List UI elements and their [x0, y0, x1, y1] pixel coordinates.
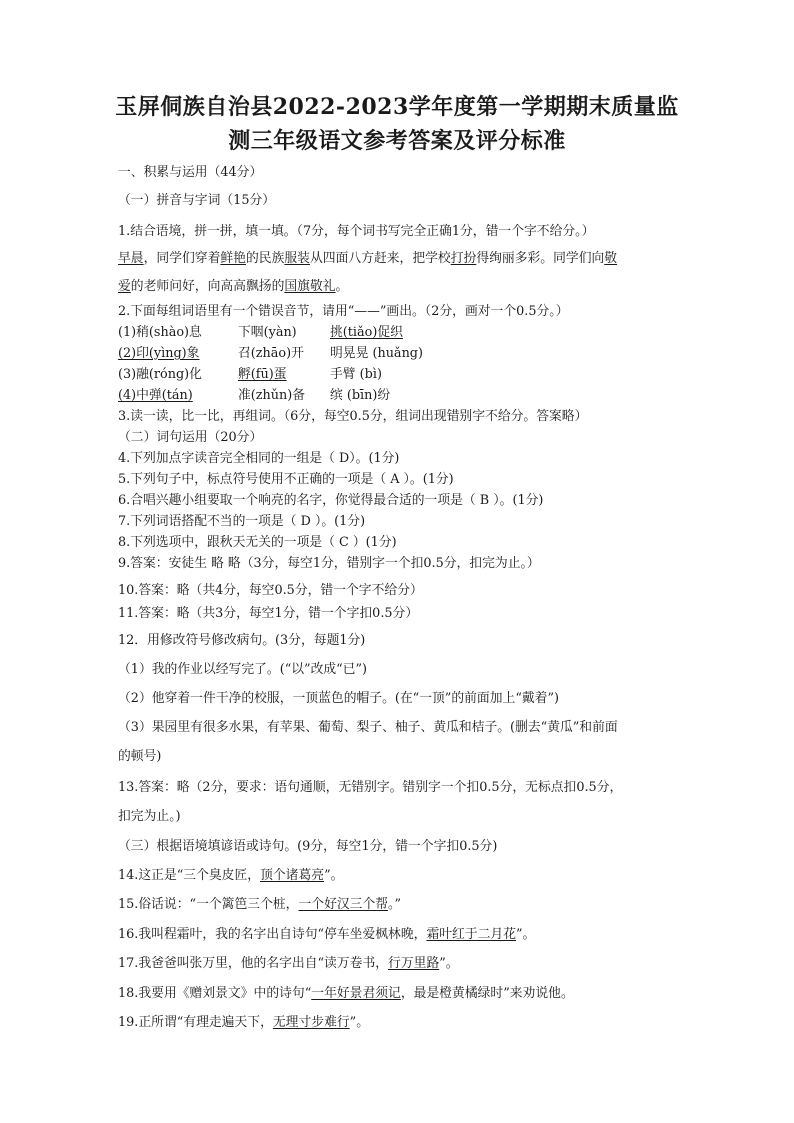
- pinyin-row: [118, 387, 390, 405]
- question-text: ”。: [324, 868, 344, 883]
- question-text: 。”: [388, 897, 401, 912]
- question-7: 7.下列词语搭配不当的一项是（ D ）。(1分): [118, 514, 366, 529]
- answer-word: 敬: [604, 251, 618, 266]
- question-text: 18.我要用《赠刘景文》中的诗句“: [118, 986, 312, 1001]
- passage-text: ，同学们穿着: [143, 251, 221, 266]
- question-12: 12．用修改符号修改病句。(3分，每题1分): [118, 633, 366, 648]
- question-12-item: （1）我的作业以经写完了。(“以”改成“已”): [118, 662, 368, 677]
- question-14: [118, 867, 343, 885]
- passage-text: 的老师问好，向高高飘扬的: [130, 279, 285, 294]
- pinyin-item: 缤 (bīn)纷: [330, 388, 391, 403]
- question-text: ”。: [439, 956, 459, 971]
- part-heading: （三）根据语境填谚语或诗句。(9分，每空1分，错一个字扣0.5分): [118, 839, 498, 854]
- pinyin-item: 准(zhǔn)备: [238, 388, 306, 403]
- pinyin-item: 下咽(yàn): [238, 325, 297, 340]
- answer-text: 霜叶红于二月花: [426, 927, 517, 942]
- pinyin-item: (1)稍(shào)息: [118, 325, 202, 340]
- answer-word: 国旗敬礼: [284, 279, 336, 294]
- question-12-item: （2）他穿着一件干净的校服，一顶蓝色的帽子。(在“一顶”的前面加上“戴着”): [118, 691, 559, 706]
- question-text: 16.我叫程霜叶，我的名字出自诗句“停车坐爱枫林晚，: [118, 927, 427, 942]
- question-2: 2.下面每组词语里有一个错误音节，请用“——”画出。（2分，画对一个0.5分。）: [118, 304, 569, 319]
- answer-word: 爱: [118, 279, 131, 294]
- question-text: 17.我爸爸叫张万里，他的名字出自“读万卷书，: [118, 956, 389, 971]
- answer-text: 顶个诸葛亮: [260, 868, 325, 883]
- pinyin-item: (2)印(yìng)象: [118, 346, 200, 361]
- pinyin-row: [118, 324, 403, 342]
- answer-text: 无理寸步难行: [272, 1015, 350, 1030]
- question-4: 4.下列加点字读音完全相同的一组是（ D）。(1分): [118, 451, 400, 466]
- question-12-item-cont: 的顿号): [118, 749, 162, 764]
- question-19: [118, 1014, 369, 1032]
- question-8: 8.下列选项中，跟秋天无关的一项是（ C ）(1分): [118, 535, 397, 550]
- pinyin-item: 召(zhāo)开: [238, 346, 304, 361]
- question-text: ”。: [349, 1015, 369, 1030]
- pinyin-item: 挑(tiǎo)促织: [330, 325, 403, 340]
- question-1-answer-line: [118, 278, 348, 296]
- answer-word: 早晨: [118, 251, 144, 266]
- question-text: ，最是橙黄橘绿时”来劝说他。: [400, 986, 574, 1001]
- passage-text: 得绚丽多彩。同学们向: [476, 251, 605, 266]
- question-11: 11.答案：略（共3分，每空1分，错一个字扣0.5分）: [118, 606, 419, 621]
- answer-text: 一个好汉三个帮: [298, 897, 389, 912]
- part-heading: （一）拼音与字词（15分）: [118, 193, 276, 208]
- question-text: 15.俗话说：“一个篱笆三个桩，: [118, 897, 299, 912]
- question-16: [118, 926, 535, 944]
- question-text: 19.正所谓“有理走遍天下，: [118, 1015, 273, 1030]
- answer-text: 行万里路: [388, 956, 440, 971]
- answer-word: 鲜艳: [220, 251, 246, 266]
- question-1: 1.结合语境，拼一拼，填一填。（7分，每个词书写完全正确1分，错一个字不给分。）: [118, 224, 595, 239]
- pinyin-item: 明晃晃 (huǎng): [330, 346, 423, 361]
- question-6: 6.合唱兴趣小组要取一个响亮的名字，你觉得最合适的一项是（ B ）。(1分): [118, 493, 544, 508]
- pinyin-item: (3)融(róng)化: [118, 367, 202, 382]
- page-title-line-2: 测三年级语文参考答案及评分标准: [228, 128, 566, 154]
- passage-text: 。: [335, 279, 349, 294]
- question-3: 3.读一读，比一比，再组词。（6分，每空0.5分，组词出现错别字不给分。答案略）: [118, 409, 588, 424]
- question-13: 13.答案：略（2分，要求：语句通顺，无错别字。错别字一个扣0.5分，无标点扣0.5分，: [118, 780, 623, 795]
- question-text: ”。: [516, 927, 536, 942]
- question-12-item: （3）果园里有很多水果，有苹果、葡萄、梨子、柚子、黄瓜和桔子。(删去“黄瓜”和前面: [118, 720, 618, 735]
- question-9: 9.答案：安徒生 略 略（3分，每空1分，错别字一个扣0.5分，扣完为止。）: [118, 556, 540, 571]
- section-heading: 一、积累与运用（44分）: [118, 165, 263, 180]
- question-5: 5.下列句子中，标点符号使用不正确的一项是（ A ）。(1分): [118, 472, 454, 487]
- question-13-cont: 扣完为止。): [118, 809, 181, 824]
- question-15: [118, 896, 401, 914]
- question-1-answer-line: [118, 250, 617, 268]
- pinyin-row: [118, 345, 423, 363]
- question-text: 14.这正是“三个臭皮匠，: [118, 868, 261, 883]
- page-title-line-1: 玉屏侗族自治县2022-2023学年度第一学期期末质量监: [115, 94, 679, 120]
- part-heading: （二）词句运用（20分）: [118, 430, 263, 445]
- passage-text: 从四面八方赶来，把学校: [309, 251, 451, 266]
- pinyin-item: 孵(fū)蛋: [238, 367, 287, 382]
- pinyin-item: (4)中弹(tán): [118, 388, 193, 403]
- pinyin-row: [118, 366, 382, 384]
- answer-word: 服装: [284, 251, 310, 266]
- answer-word: 打扮: [450, 251, 477, 266]
- question-10: 10.答案：略（共4分，每空0.5分，错一个字不给分）: [118, 583, 423, 598]
- question-17: [118, 955, 459, 973]
- question-18: [118, 985, 574, 1003]
- pinyin-item: 手臂 (bì): [330, 367, 382, 382]
- answer-text: 一年好景君须记: [311, 986, 401, 1001]
- passage-text: 的民族: [245, 251, 285, 266]
